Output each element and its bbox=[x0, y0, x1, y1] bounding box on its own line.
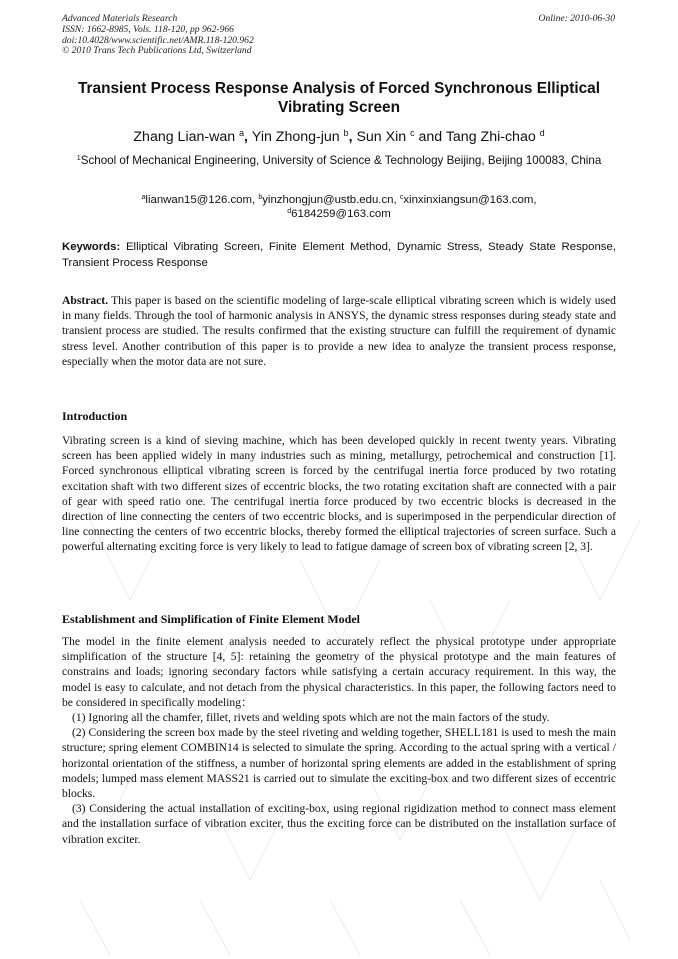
paragraph: The model in the finite element analysis needed to accurately reflect the physical prototype under appropriate simplification of the structure [4, 5]: retaining the geometry of the physical prototype and the main features of constrains and loads; ignoring secondary factors while satisfying a certain accuracy requirement. In this way, the model is easy to calculate, and not detach from the physical characteristics. In this paper, the following factors need to be considered in specifically modeling： bbox=[62, 635, 616, 709]
online-date: Online: 2010-06-30 bbox=[538, 13, 615, 24]
list-item: (1) Ignoring all the chamfer, fillet, rivets and welding spots which are not the main factors of the study. bbox=[72, 711, 550, 725]
abstract bbox=[62, 293, 616, 369]
doi-line: doi:10.4028/www.scientific.net/AMR.118-120.962 bbox=[62, 34, 254, 46]
paragraph: Vibrating screen is a kind of sieving machine, which has been developed quickly in recent twenty years. Vibrating screen has been applied widely in many industries such as mining, metallurgy, petrochemical and construction [1]. Forced synchronous elliptical vibrating screen is forced by the centrifugal inertia force produced by two rotating excitation shaft with two different sizes of eccentric blocks, the two rotating excitation shaft are connected with a pair of gear with speed ratio one. The centrifugal inertia force produced by two eccentric blocks is decreased in the direction of line connecting the centers of two eccentric blocks, and is superimposed in the perpendicular direction of line connecting the centers of two eccentric blocks, thereby formed the elliptical trajectories of screen surface. Such a powerful alternating exciting force is very likely to lead to fatigue damage of screen box of vibrating screen [2, 3]. bbox=[62, 434, 616, 554]
email-address: yinzhongjun@ustb.edu.cn, bbox=[262, 194, 400, 206]
email-address: 6184259@163.com bbox=[291, 208, 391, 220]
author-name: Zhang Lian-wan bbox=[133, 129, 236, 145]
keywords-text: Elliptical Vibrating Screen, Finite Element Method, Dynamic Stress, Steady State Response, Transient Process Response bbox=[62, 241, 616, 269]
journal-name: Advanced Materials Research bbox=[62, 13, 178, 24]
list-item: (2) Considering the screen box made by the steel riveting and welding together, SHELL181 is used to mesh the main structure; spring element COMBIN14 is selected to simulate the spring. According to the actual spring with a vertical / horizontal orientation of the stiffness, a number of horizontal spring elements are added in the establishment of spring models; lumped mass element MASS21 is carried out to simulate the exciting-box and two different sizes of eccentric blocks. bbox=[62, 726, 616, 801]
email-address: lianwan15@126.com, bbox=[145, 194, 259, 206]
paper-title: Transient Process Response Analysis of Forced Synchronous Elliptical Vibrating Screen bbox=[77, 80, 600, 116]
affiliation: $^1$School of Mechanical Engineering, University of Science & Technology Beijing, Beijing 100083, China bbox=[76, 153, 602, 167]
introduction-body bbox=[62, 433, 616, 555]
keywords-label: Keywords: bbox=[62, 241, 121, 253]
author-name: Tang Zhi-chao bbox=[445, 129, 536, 145]
copyright-line: © 2010 Trans Tech Publications Ltd, Switzerland bbox=[62, 45, 252, 57]
author-name: Sun Xin bbox=[356, 129, 407, 145]
journal-header bbox=[62, 14, 254, 57]
section-heading-establishment: Establishment and Simplification of Finite Element Model bbox=[62, 612, 361, 626]
author-list: Zhang Lian-wan $^a$, Yin Zhong-jun $^b$, Sun Xin $^c$ and Tang Zhi-chao $^d$ bbox=[133, 128, 545, 145]
section-heading-introduction: Introduction bbox=[62, 409, 128, 423]
establishment-body bbox=[62, 634, 616, 847]
keywords bbox=[62, 240, 616, 271]
email-list: $^a$lianwan15@126.com, $^b$yinzhongjun@ustb.edu.cn, $^c$xinxinxiangsun@163.com, $^d$6184259@163.com bbox=[141, 194, 537, 220]
abstract-text: This paper is based on the scientific modeling of large-scale elliptical vibrating screen which is widely used in many fields. Through the tool of harmonic analysis in ANSYS, the dynamic stress responses during steady state and transient process are studied. The results confirmed that the existing structure can fulfill the requirement of dynamic stress level. Another contribution of this paper is to provide a new idea to analyze the transient process response, especially when the motor data are not sure. bbox=[62, 294, 616, 368]
author-name: Yin Zhong-jun bbox=[251, 129, 340, 145]
abstract-label: Abstract. bbox=[62, 294, 109, 307]
issn-line: ISSN: 1662-8985, Vols. 118-120, pp 962-966 bbox=[62, 23, 234, 35]
email-address: xinxinxiangsun@163.com, bbox=[403, 194, 537, 206]
list-item: (3) Considering the actual installation of exciting-box, using regional rigidization method to connect mass element and the installation surface of vibration exciter, thus the exciting force can be distributed on the installation surface of vibration exciter. bbox=[62, 802, 616, 846]
